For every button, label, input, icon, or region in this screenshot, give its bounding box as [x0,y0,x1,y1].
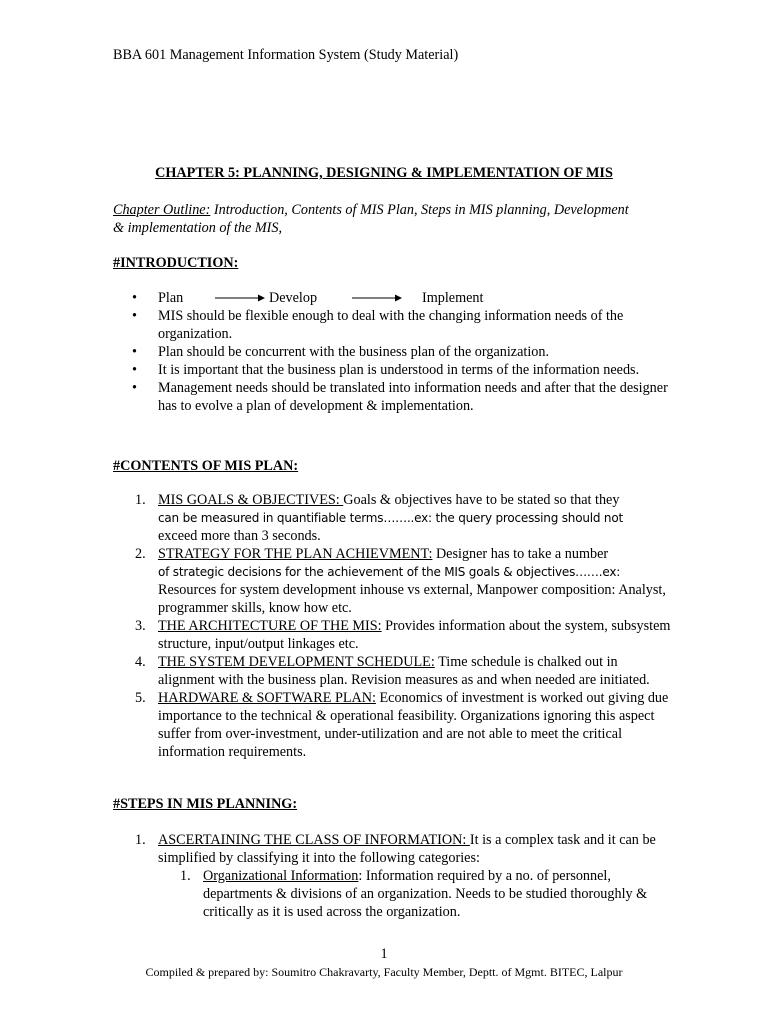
arrow-right-icon [215,294,265,302]
item-number: 1. [135,492,146,508]
introduction-heading: #INTRODUCTION: [113,255,239,271]
item-text: Economics of investment is worked out giving due importance to the technical & operational feasibility. Organizations ignoring this aspect suffer from over-investment, under-utilization and are not able to meet the critical information requirements. [158,690,669,760]
page-footer: Compiled & prepared by: Soumitro Chakravarty, Faculty Member, Deptt. of Mgmt. BITEC, Lalpur [145,965,623,979]
item-text: of strategic decisions for the achievement of the MIS goals & objectives…….ex: [158,565,621,579]
list-item [113,545,673,617]
item-text: Designer has to take a number [432,546,609,562]
chapter-title: CHAPTER 5: PLANNING, DESIGNING & IMPLEMENTATION OF MIS [155,165,613,181]
list-item: • Plan should be concurrent with the business plan of the organization. [113,343,673,361]
list-item [113,617,673,653]
item-title: THE ARCHITECTURE OF THE MIS: [158,618,382,634]
item-text: Time schedule is chalked out in alignment with the business plan. Revision measures as and when needed are initiated. [158,654,650,688]
contents-list [113,491,673,761]
item-text: It is a complex task and it can be simplified by classifying it into the following categories: [158,832,656,866]
item-title: ASCERTAINING THE CLASS OF INFORMATION: [158,832,470,848]
list-item [113,689,673,761]
item-text: Provides information about the system, subsystem structure, input/output linkages etc. [158,618,671,652]
plan-flow [158,289,673,307]
page-header: BBA 601 Management Information System (Study Material) [113,47,459,63]
arrow-right-icon [352,294,402,302]
sub-list-item [158,867,673,921]
item-number: 1. [180,868,191,884]
chapter-outline-text: Introduction, Contents of MIS Plan, Steps in MIS planning, Development & implementation of the MIS, [113,202,629,236]
chapter-outline [113,201,633,237]
list-item [113,289,673,307]
item-number: 3. [135,618,146,634]
list-item [113,491,673,545]
steps-list [113,831,673,921]
item-title: Organizational Information [203,868,359,884]
list-item [113,831,673,921]
item-title: MIS GOALS & OBJECTIVES: [158,492,344,508]
item-number: 5. [135,690,146,706]
list-item: • MIS should be flexible enough to deal with the changing information needs of the organization. [113,307,673,343]
introduction-bullet-list [113,289,673,415]
item-number: 4. [135,654,146,670]
item-text: : Information required by a no. of personnel, departments & divisions of an organization. Needs to be studied thoroughly & critically as it is used across the organization. [203,868,648,920]
list-item: • It is important that the business plan is understood in terms of the information needs. [113,361,673,379]
item-title: HARDWARE & SOFTWARE PLAN: [158,690,376,706]
chapter-outline-label: Chapter Outline: [113,202,211,218]
flow-step-develop: Develop [269,290,318,306]
flow-step-plan: • Plan [158,290,184,306]
item-number: 2. [135,546,146,562]
item-text: Resources for system development inhouse vs external, Manpower composition: Analyst, programmer skills, know how etc. [158,582,666,616]
item-text: exceed more than 3 seconds. [158,528,321,544]
item-text: can be measured in quantifiable terms……..ex: the query processing should not [158,511,623,525]
item-title: STRATEGY FOR THE PLAN ACHIEVMENT: [158,546,433,562]
list-item: • Management needs should be translated into information needs and after that the designer has to evolve a plan of development & implementation. [113,379,673,415]
steps-heading: #STEPS IN MIS PLANNING: [113,796,298,812]
list-item [113,653,673,689]
item-title: THE SYSTEM DEVELOPMENT SCHEDULE: [158,654,435,670]
item-text: Goals & objectives have to be stated so that they [343,492,620,508]
flow-step-implement: Implement [422,290,484,306]
page-number: 1 [380,946,388,962]
contents-heading: #CONTENTS OF MIS PLAN: [113,458,299,474]
item-number: 1. [135,832,146,848]
